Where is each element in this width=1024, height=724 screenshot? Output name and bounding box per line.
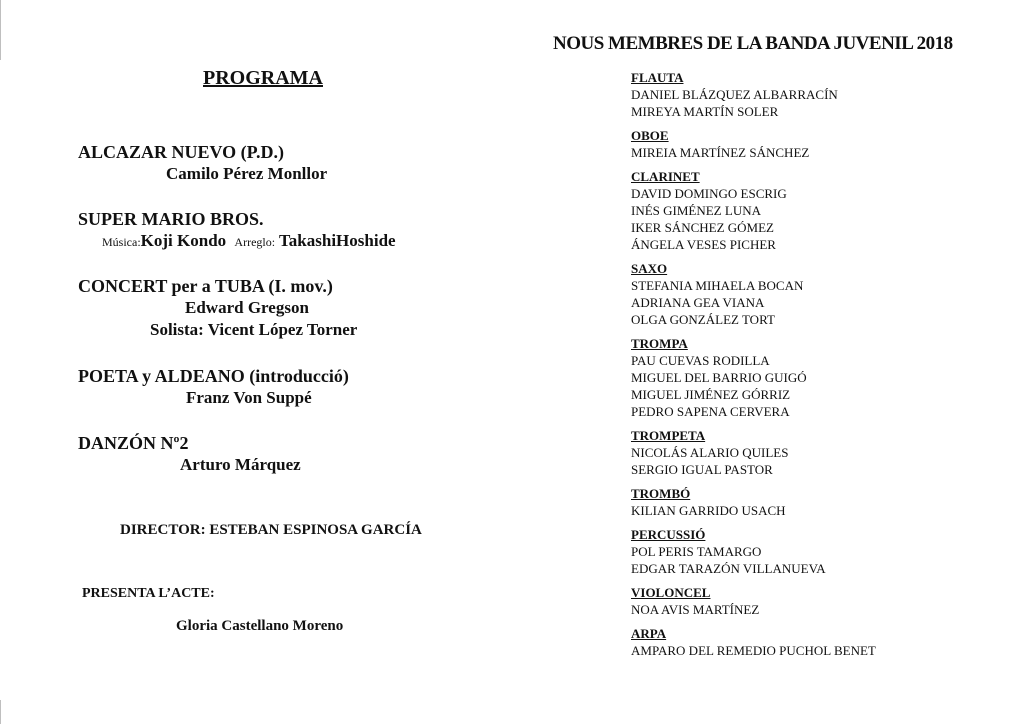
member-name: OLGA GONZÁLEZ TORT <box>631 312 775 327</box>
member-name: PEDRO SAPENA CERVERA <box>631 404 790 419</box>
member-name: DAVID DOMINGO ESCRIG <box>631 186 787 201</box>
left-edge-line <box>0 0 1 60</box>
program-piece <box>78 275 357 341</box>
members-list <box>631 70 1011 667</box>
piece-credits <box>78 230 396 253</box>
left-edge-line <box>0 700 1 724</box>
member-name: IKER SÁNCHEZ GÓMEZ <box>631 220 774 235</box>
page-title: NOUS MEMBRES DE LA BANDA JUVENIL 2018 <box>553 33 953 54</box>
piece-composer: Koji Kondo <box>140 231 227 250</box>
piece-title: CONCERT per a TUBA (I. mov.) <box>78 276 333 296</box>
member-name: POL PERIS TAMARGO <box>631 544 762 559</box>
member-name: MIREIA MARTÍNEZ SÁNCHEZ <box>631 145 810 160</box>
program-piece <box>78 208 396 253</box>
member-name: MIGUEL DEL BARRIO GUIGÓ <box>631 370 807 385</box>
member-name: INÉS GIMÉNEZ LUNA <box>631 203 761 218</box>
section-trombo <box>631 486 1011 519</box>
section-arpa <box>631 626 1011 659</box>
member-name: AMPARO DEL REMEDIO PUCHOL BENET <box>631 643 876 658</box>
section-clarinet <box>631 169 1011 253</box>
section-title: TROMPA <box>631 336 688 351</box>
program-piece <box>78 141 327 185</box>
section-title: TROMBÓ <box>631 486 691 501</box>
piece-soloist: Solista: Vicent López Torner <box>150 320 358 339</box>
section-title: TROMPETA <box>631 428 706 443</box>
member-name: SERGIO IGUAL PASTOR <box>631 462 773 477</box>
piece-arranger: TakashiHoshide <box>279 231 396 250</box>
section-trompeta <box>631 428 1011 478</box>
section-title: SAXO <box>631 261 668 276</box>
piece-title: POETA y ALDEANO (introducció) <box>78 366 349 386</box>
member-name: DANIEL BLÁZQUEZ ALBARRACÍN <box>631 87 838 102</box>
programa-title: PROGRAMA <box>203 67 323 89</box>
director-line: DIRECTOR: ESTEBAN ESPINOSA GARCÍA <box>120 522 422 538</box>
presenta-name: Gloria Castellano Moreno <box>176 618 344 634</box>
piece-composer: Franz Von Suppé <box>186 388 312 407</box>
section-saxo <box>631 261 1011 328</box>
member-name: EDGAR TARAZÓN VILLANUEVA <box>631 561 826 576</box>
section-title: ARPA <box>631 626 667 641</box>
section-title: CLARINET <box>631 169 700 184</box>
arreglo-label: Arreglo: <box>234 235 276 249</box>
member-name: STEFANIA MIHAELA BOCAN <box>631 278 804 293</box>
piece-title: SUPER MARIO BROS. <box>78 209 264 229</box>
member-name: KILIAN GARRIDO USACH <box>631 503 786 518</box>
section-title: OBOE <box>631 128 669 143</box>
member-name: ÁNGELA VESES PICHER <box>631 237 776 252</box>
musica-label: Música: <box>102 235 141 249</box>
section-title: VIOLONCEL <box>631 585 711 600</box>
member-name: MIREYA MARTÍN SOLER <box>631 104 779 119</box>
program-piece <box>78 432 301 476</box>
member-name: NOA AVIS MARTÍNEZ <box>631 602 760 617</box>
piece-composer: Arturo Márquez <box>180 455 301 474</box>
piece-composer: Camilo Pérez Monllor <box>166 164 328 183</box>
piece-composer: Edward Gregson <box>185 298 309 317</box>
section-title: FLAUTA <box>631 70 684 85</box>
piece-title: DANZÓN Nº2 <box>78 433 189 453</box>
section-violoncel <box>631 585 1011 618</box>
piece-title: ALCAZAR NUEVO (P.D.) <box>78 142 284 162</box>
program-piece <box>78 365 349 409</box>
member-name: PAU CUEVAS RODILLA <box>631 353 770 368</box>
member-name: ADRIANA GEA VIANA <box>631 295 765 310</box>
presenta-label: PRESENTA L’ACTE: <box>82 586 215 601</box>
section-oboe <box>631 128 1011 161</box>
section-trompa <box>631 336 1011 420</box>
section-title: PERCUSSIÓ <box>631 527 706 542</box>
member-name: MIGUEL JIMÉNEZ GÓRRIZ <box>631 387 791 402</box>
member-name: NICOLÁS ALARIO QUILES <box>631 445 789 460</box>
section-percussio <box>631 527 1011 577</box>
section-flauta <box>631 70 1011 120</box>
